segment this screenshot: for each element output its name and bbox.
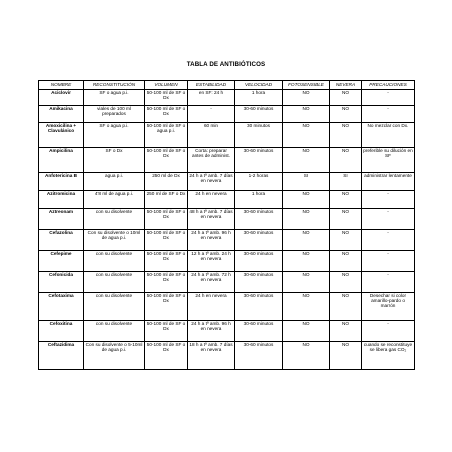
cell-nombre: Ceftazidima bbox=[39, 342, 84, 370]
table-row bbox=[39, 173, 415, 191]
cell-volumen: 250 ml de SF o Dx bbox=[145, 191, 188, 209]
table-row bbox=[39, 191, 415, 209]
cell-velocidad: 30-60 minutos bbox=[235, 148, 283, 173]
table-row bbox=[39, 123, 415, 148]
cell-nevera: NO bbox=[330, 230, 362, 251]
cell-volumen: 50-100 ml de SF o agua p.i. bbox=[145, 123, 188, 148]
cell-nevera: NO bbox=[330, 191, 362, 209]
cell-velocidad: 30-60 minutos bbox=[235, 321, 283, 342]
column-header-nombre: NOMBRE bbox=[39, 81, 84, 90]
cell-estabilidad: 24 h a tª amb. 72 h en nevera bbox=[188, 272, 235, 293]
cell-reconstitucion: Con su disolvente o 10ml de agua p.i. bbox=[84, 230, 145, 251]
cell-volumen: 50-100 ml de SF o Dx bbox=[145, 251, 188, 272]
cell-fotosensible: NO bbox=[283, 293, 330, 321]
antibiotics-table bbox=[38, 80, 415, 370]
cell-volumen: 50-100 ml de SF o Dx bbox=[145, 342, 188, 370]
column-header-estabilidad: ESTABILIDAD bbox=[188, 81, 235, 90]
cell-fotosensible: NO bbox=[283, 230, 330, 251]
cell-fotosensible: NO bbox=[283, 209, 330, 230]
table-row bbox=[39, 90, 415, 106]
cell-velocidad: 30-60 minutos bbox=[235, 293, 283, 321]
cell-reconstitucion: SF o Dx bbox=[84, 148, 145, 173]
cell-estabilidad: 24 h a tª amb. 7 días en nevera bbox=[188, 173, 235, 191]
column-header-nevera: NEVERA bbox=[330, 81, 362, 90]
cell-fotosensible: NO bbox=[283, 148, 330, 173]
table-row bbox=[39, 209, 415, 230]
cell-volumen: 50-100 ml de SF o Dx bbox=[145, 106, 188, 123]
table-title: TABLA DE ANTIBIÓTICOS bbox=[186, 61, 266, 68]
cell-nombre: Ampicilina bbox=[39, 148, 84, 173]
cell-nevera: NO bbox=[330, 251, 362, 272]
cell-volumen: 50-100 ml de SF o Dx bbox=[145, 148, 188, 173]
cell-velocidad: 30-60 minutos bbox=[235, 342, 283, 370]
table-row bbox=[39, 342, 415, 370]
cell-estabilidad: 18 h a tª amb. 7 días en nevera bbox=[188, 342, 235, 370]
cell-precauciones: administrar lentamente bbox=[362, 173, 415, 191]
cell-estabilidad: 24 h a tª amb. 96 h en nevera bbox=[188, 321, 235, 342]
table-row bbox=[39, 106, 415, 123]
cell-velocidad: 30 minutos bbox=[235, 123, 283, 148]
cell-reconstitucion: SF o agua p.i. bbox=[84, 123, 145, 148]
cell-volumen: 50-100 ml de SF o Dx bbox=[145, 90, 188, 106]
cell-nevera: NO bbox=[330, 321, 362, 342]
cell-nombre: Anfotericina B bbox=[39, 173, 84, 191]
cell-nombre: Cefonicida bbox=[39, 272, 84, 293]
cell-nevera: NO bbox=[330, 272, 362, 293]
cell-nombre: Aciclovir bbox=[39, 90, 84, 106]
cell-fotosensible: NO bbox=[283, 272, 330, 293]
cell-estabilidad: en SF: 24 h bbox=[188, 90, 235, 106]
cell-velocidad: 30-60 minutos bbox=[235, 106, 283, 123]
cell-nombre: Amikacina bbox=[39, 106, 84, 123]
cell-volumen: 50-100 ml de SF o Dx bbox=[145, 272, 188, 293]
cell-fotosensible: NO bbox=[283, 90, 330, 106]
cell-velocidad: 30-60 minutos bbox=[235, 230, 283, 251]
cell-velocidad: 1 hora bbox=[235, 90, 283, 106]
cell-velocidad: 30-60 minutos bbox=[235, 272, 283, 293]
cell-nevera: NO bbox=[330, 90, 362, 106]
cell-fotosensible: NO bbox=[283, 106, 330, 123]
table-row bbox=[39, 321, 415, 342]
cell-nombre: Azitromicina bbox=[39, 191, 84, 209]
cell-reconstitucion: 4'8 ml de agua p.i. bbox=[84, 191, 145, 209]
cell-precauciones: - bbox=[362, 230, 415, 251]
cell-volumen: 50-100 ml de SF o Dx bbox=[145, 230, 188, 251]
cell-estabilidad: 12 h a tª amb. 24 h en nevera bbox=[188, 251, 235, 272]
cell-nevera: SI bbox=[330, 173, 362, 191]
cell-precauciones: - bbox=[362, 209, 415, 230]
cell-estabilidad: 48 h a tª amb. 7 días en nevera bbox=[188, 209, 235, 230]
cell-estabilidad: 24 h en nevera bbox=[188, 293, 235, 321]
cell-velocidad: 30-60 minutos bbox=[235, 209, 283, 230]
cell-fotosensible: NO bbox=[283, 342, 330, 370]
cell-volumen: 50-100 ml de SF o Dx bbox=[145, 209, 188, 230]
cell-precauciones: No mezclar con Dx. bbox=[362, 123, 415, 148]
cell-reconstitucion: con su disolvente bbox=[84, 321, 145, 342]
cell-nombre: Cefotaxima bbox=[39, 293, 84, 321]
table-row bbox=[39, 272, 415, 293]
cell-precauciones: - bbox=[362, 321, 415, 342]
cell-fotosensible: NO bbox=[283, 191, 330, 209]
cell-precauciones: cuando se reconstituye se libera gas CO₂ bbox=[362, 342, 415, 370]
cell-nevera: NO bbox=[330, 148, 362, 173]
cell-reconstitucion: viales de 100 ml preparados bbox=[84, 106, 145, 123]
cell-nombre: Cefepime bbox=[39, 251, 84, 272]
cell-reconstitucion: Con su disolvente o 5-10ml de agua p.i. bbox=[84, 342, 145, 370]
table-row bbox=[39, 251, 415, 272]
cell-fotosensible: NO bbox=[283, 251, 330, 272]
cell-velocidad: 30-60 minutos bbox=[235, 251, 283, 272]
cell-nombre: Cefoxitina bbox=[39, 321, 84, 342]
table-row bbox=[39, 230, 415, 251]
cell-velocidad: 1 hora bbox=[235, 191, 283, 209]
cell-reconstitucion: agua p.i. bbox=[84, 173, 145, 191]
cell-nevera: NO bbox=[330, 123, 362, 148]
cell-estabilidad: Corta: preparar antes de administ. bbox=[188, 148, 235, 173]
cell-estabilidad: 60 min bbox=[188, 123, 235, 148]
cell-estabilidad: - bbox=[188, 106, 235, 123]
cell-nombre: Aztreonam bbox=[39, 209, 84, 230]
column-header-precauciones: PRECAUCIONES bbox=[362, 81, 415, 90]
cell-precauciones: - bbox=[362, 251, 415, 272]
cell-nombre: Amoxicilina + Clavulánico bbox=[39, 123, 84, 148]
cell-precauciones: - bbox=[362, 106, 415, 123]
column-header-fotosensible: FOTOSENSIBLE bbox=[283, 81, 330, 90]
column-header-reconstitucion: RECONSTITUCIÓN bbox=[84, 81, 145, 90]
cell-precauciones: - bbox=[362, 191, 415, 209]
cell-precauciones: - bbox=[362, 90, 415, 106]
cell-estabilidad: 24 h a tª amb. 96 h en nevera bbox=[188, 230, 235, 251]
cell-reconstitucion: con su disolvente bbox=[84, 251, 145, 272]
cell-fotosensible: NO bbox=[283, 123, 330, 148]
header-row bbox=[39, 81, 415, 90]
cell-reconstitucion: SF o agua p.i. bbox=[84, 90, 145, 106]
cell-nevera: NO bbox=[330, 106, 362, 123]
cell-volumen: 50-100 ml de SF o Dx bbox=[145, 293, 188, 321]
cell-estabilidad: 24 h en nevera bbox=[188, 191, 235, 209]
cell-velocidad: 1-2 horas bbox=[235, 173, 283, 191]
cell-reconstitucion: con su disolvente bbox=[84, 209, 145, 230]
cell-volumen: 50-100 ml de SF o Dx bbox=[145, 321, 188, 342]
column-header-volumen: VOLUMEN bbox=[145, 81, 188, 90]
cell-reconstitucion: con su disolvente bbox=[84, 293, 145, 321]
cell-fotosensible: SI bbox=[283, 173, 330, 191]
cell-precauciones: - bbox=[362, 272, 415, 293]
cell-volumen: 250 ml de Dx bbox=[145, 173, 188, 191]
cell-precauciones: preferible su dilución en SF bbox=[362, 148, 415, 173]
cell-nevera: NO bbox=[330, 293, 362, 321]
cell-nevera: NO bbox=[330, 209, 362, 230]
column-header-velocidad: VELOCIDAD bbox=[235, 81, 283, 90]
cell-nombre: Cefazolina bbox=[39, 230, 84, 251]
cell-precauciones: Desechar si color amarillo-pardo o marrón bbox=[362, 293, 415, 321]
cell-reconstitucion: con su disolvente bbox=[84, 272, 145, 293]
cell-nevera: NO bbox=[330, 342, 362, 370]
cell-fotosensible: NO bbox=[283, 321, 330, 342]
table-row bbox=[39, 148, 415, 173]
table-row bbox=[39, 293, 415, 321]
